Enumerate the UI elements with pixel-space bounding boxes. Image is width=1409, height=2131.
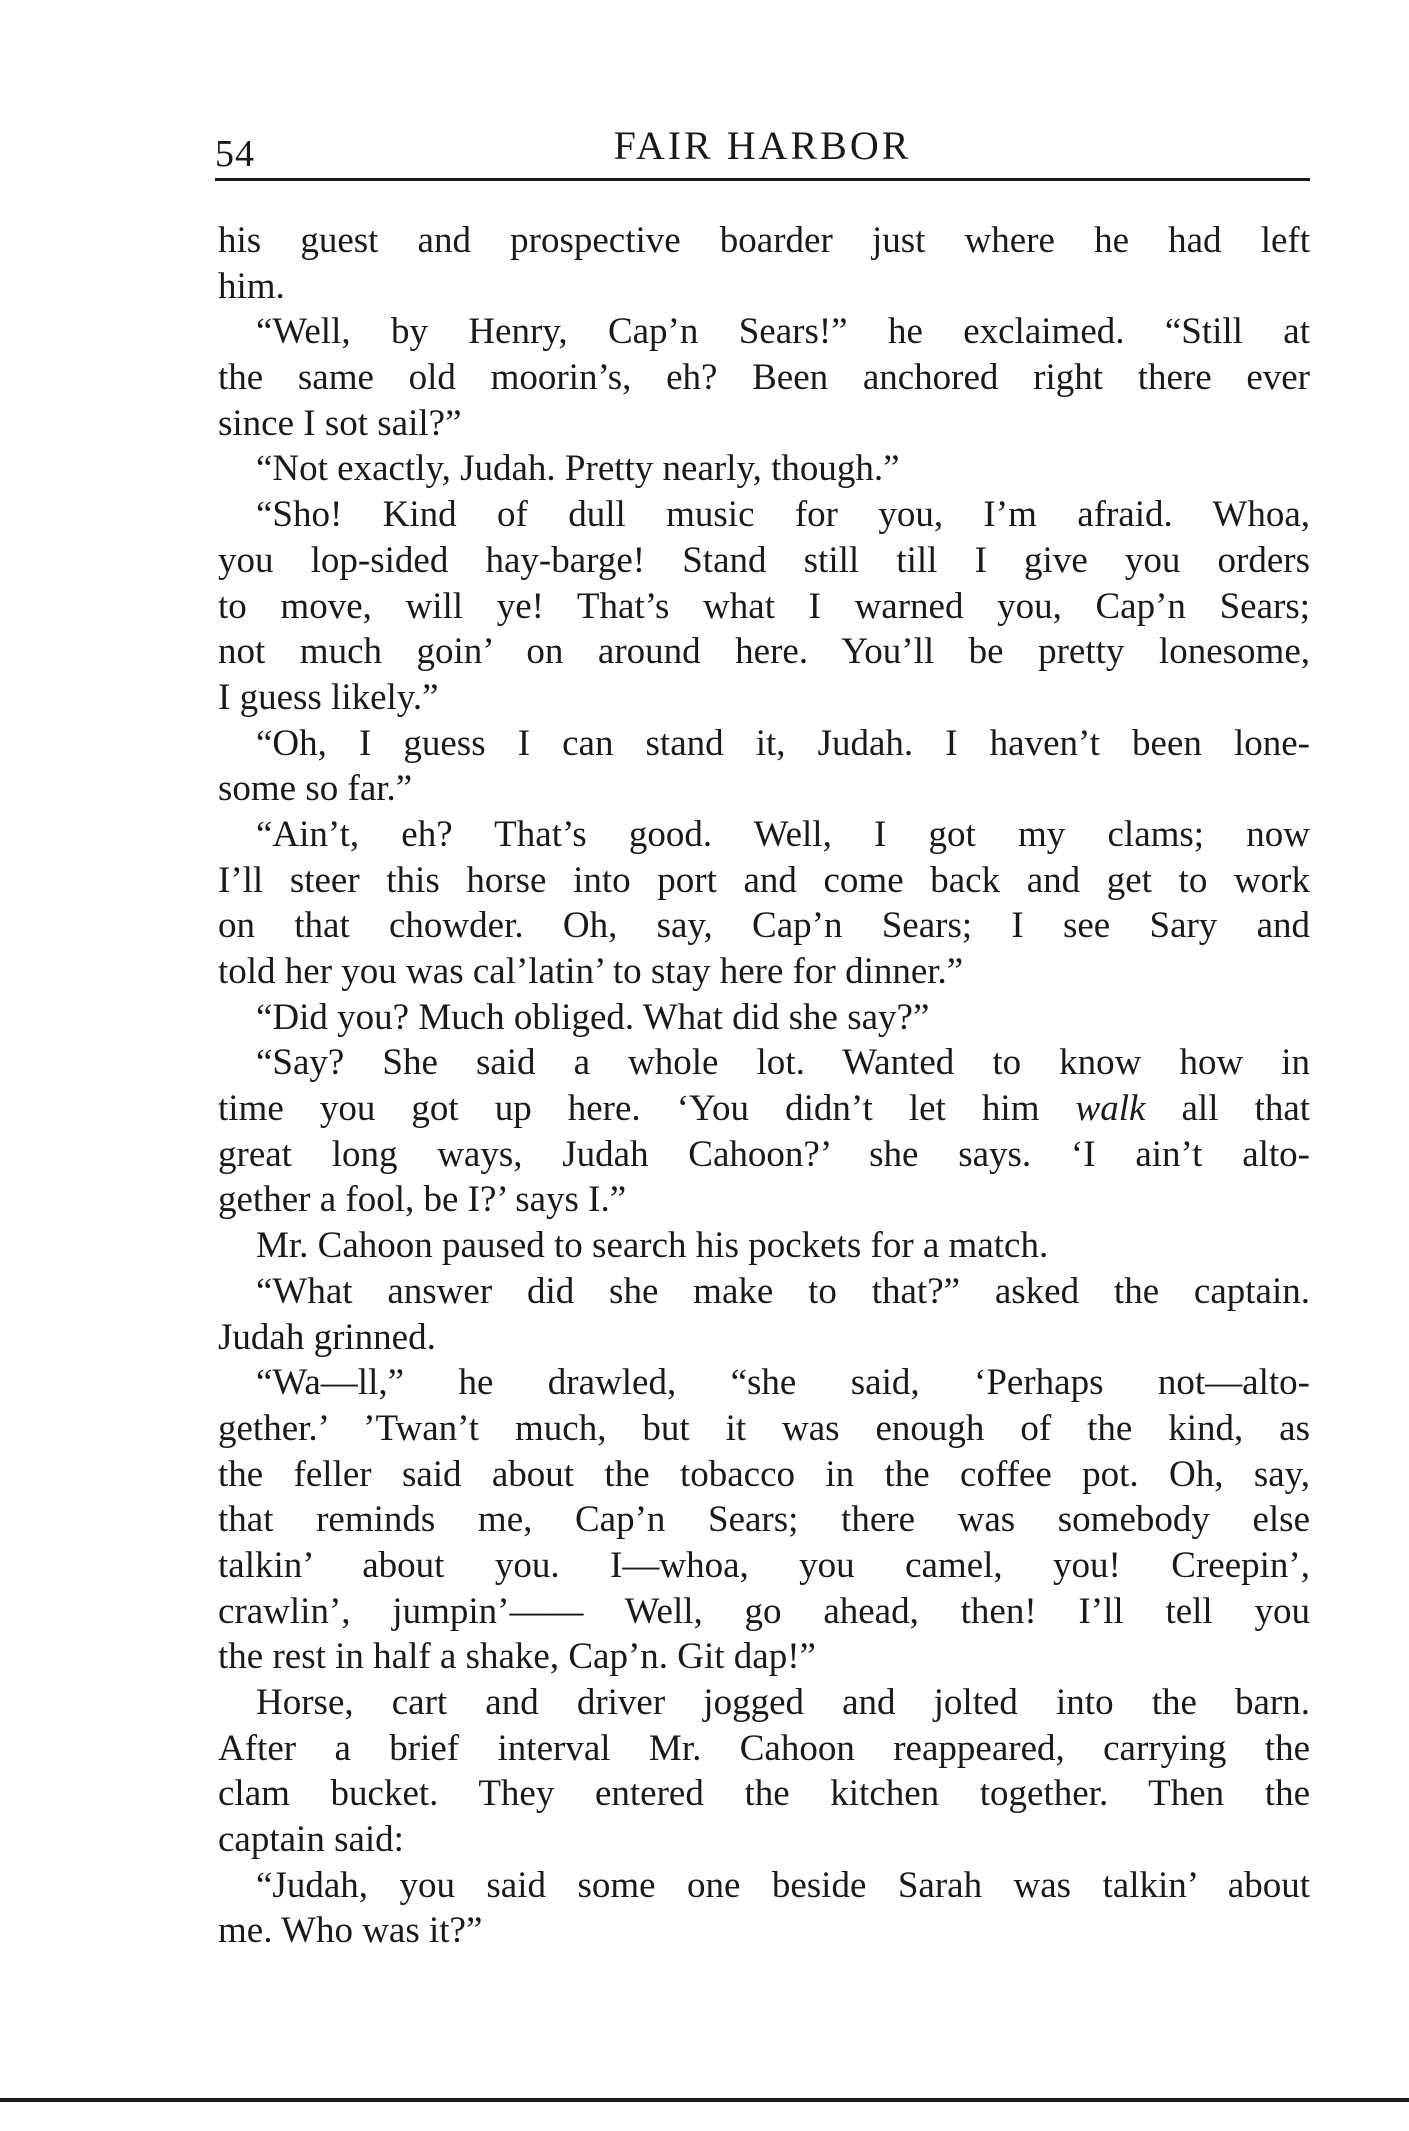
text-line: crawlin’, jumpin’—— Well, go ahead, then! I’ll tell you: [218, 1590, 1310, 1632]
text-line: “Say? She said a whole lot. Wanted to know how in: [256, 1042, 1310, 1084]
text-line: talkin’ about you. I—whoa, you camel, you! Creepin’,: [218, 1544, 1310, 1586]
text-line: him.: [218, 265, 285, 307]
text-line: that reminds me, Cap’n Sears; there was somebody else: [218, 1499, 1310, 1541]
text-line: Judah grinned.: [218, 1316, 436, 1358]
text-line: not much goin’ on around here. You’ll be pretty lonesome,: [218, 631, 1310, 673]
text-line: clam bucket. They entered the kitchen together. Then the: [218, 1773, 1310, 1815]
text-line: After a brief interval Mr. Cahoon reappeared, carrying the: [218, 1727, 1310, 1769]
text-line: “Not exactly, Judah. Pretty nearly, though.”: [256, 448, 900, 490]
text-line: I guess likely.”: [218, 676, 439, 718]
text-line: the same old moorin’s, eh? Been anchored right there ever: [218, 357, 1310, 399]
text-line: the rest in half a shake, Cap’n. Git dap!”: [218, 1636, 816, 1678]
text-line: captain said:: [218, 1819, 404, 1861]
text-line: “Ain’t, eh? That’s good. Well, I got my clams; now: [256, 813, 1310, 855]
text-line-with-italic: [218, 1086, 1310, 1132]
text-line: some so far.”: [218, 768, 413, 810]
text-line: the feller said about the tobacco in the coffee pot. Oh, say,: [218, 1453, 1310, 1495]
text-run: all that: [1181, 1088, 1311, 1130]
text-line: you lop-sided hay-barge! Stand still till I give you orders: [218, 539, 1310, 581]
text-line: on that chowder. Oh, say, Cap’n Sears; I see Sary and: [218, 905, 1310, 947]
text-run: time you got up here. ‘You didn’t let him: [218, 1088, 1040, 1130]
text-line: gether a fool, be I?’ says I.”: [218, 1179, 627, 1221]
italic-word: walk: [1075, 1088, 1146, 1130]
text-line: “Wa—ll,” he drawled, “she said, ‘Perhaps not—alto-: [256, 1362, 1310, 1404]
text-line: Horse, cart and driver jogged and jolted into the barn.: [256, 1682, 1310, 1723]
text-line: “What answer did she make to that?” asked the captain.: [256, 1270, 1310, 1312]
text-line: gether.’ ’Twan’t much, but it was enough of the kind, as: [218, 1407, 1310, 1449]
page-header: [215, 118, 1310, 178]
text-line: to move, will ye! That’s what I warned you, Cap’n Sears;: [218, 585, 1310, 627]
body-text: [218, 218, 1310, 1954]
text-line: “Judah, you said some one beside Sarah was talkin’ about: [256, 1864, 1310, 1906]
text-line: since I sot sail?”: [218, 402, 462, 444]
text-line: his guest and prospective boarder just where he had left: [218, 220, 1310, 261]
text-line: I’ll steer this horse into port and come back and get to work: [218, 859, 1310, 901]
header-rule: [215, 178, 1310, 181]
running-head: FAIR HARBOR: [613, 123, 912, 168]
text-line: “Did you? Much obliged. What did she say?”: [256, 996, 930, 1038]
text-line: told her you was cal’latin’ to stay here for dinner.”: [218, 951, 964, 992]
text-line: “Oh, I guess I can stand it, Judah. I haven’t been lone-: [256, 722, 1310, 764]
page-bottom-edge: [0, 2098, 1409, 2102]
text-line: great long ways, Judah Cahoon?’ she says. ‘I ain’t alto-: [218, 1133, 1310, 1175]
text-line: “Sho! Kind of dull music for you, I’m afraid. Whoa,: [256, 494, 1310, 536]
text-line: me. Who was it?”: [218, 1910, 483, 1952]
text-line: “Well, by Henry, Cap’n Sears!” he exclaimed. “Still at: [256, 311, 1310, 353]
page-number: 54: [215, 133, 255, 175]
text-line: Mr. Cahoon paused to search his pockets for a match.: [256, 1225, 1049, 1267]
